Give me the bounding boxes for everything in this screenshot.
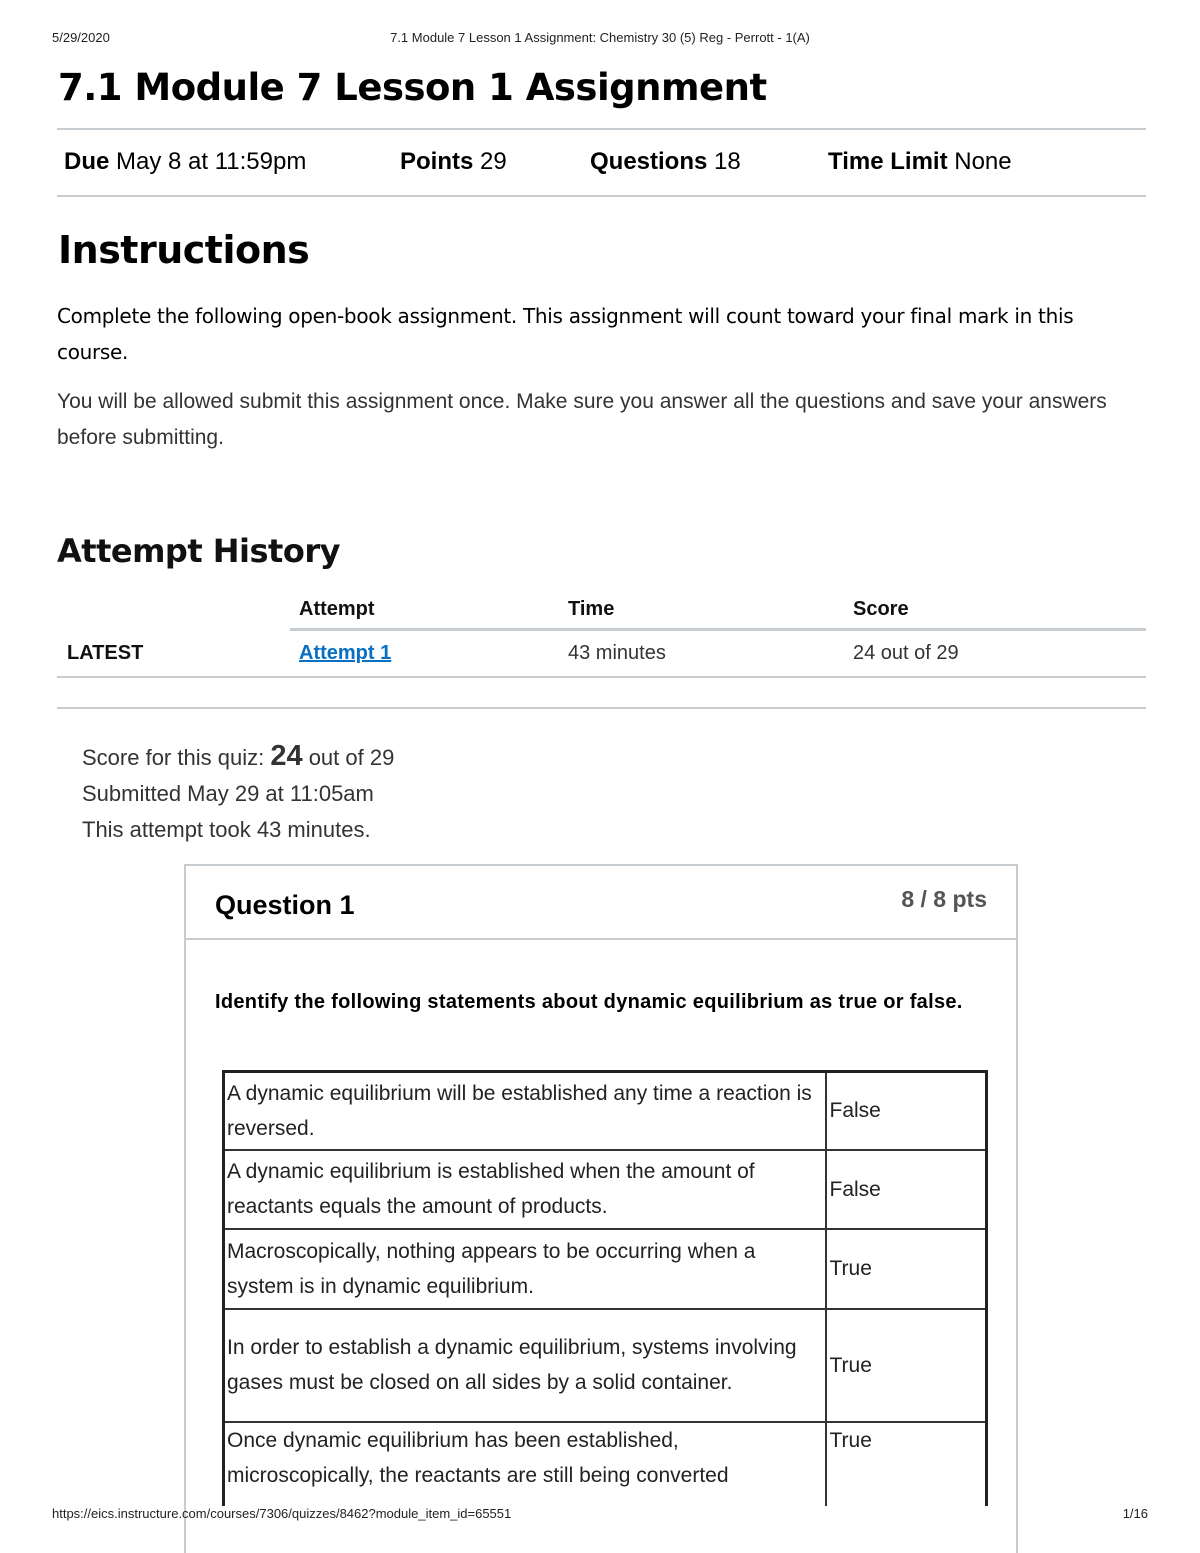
print-date: 5/29/2020 bbox=[52, 30, 110, 45]
question-1-card bbox=[184, 864, 1018, 1553]
statement-cell: Macroscopically, nothing appears to be occurring when a system is in dynamic equilibrium. bbox=[224, 1229, 826, 1309]
score-prefix: Score for this quiz: bbox=[82, 745, 271, 770]
question-points: 8 / 8 pts bbox=[901, 886, 987, 912]
question-title: Question 1 bbox=[215, 890, 355, 920]
questions-label: Questions bbox=[590, 148, 708, 175]
answer-cell: True bbox=[826, 1422, 987, 1506]
question-text: Identify the following statements about dynamic equilibrium as true or false. bbox=[215, 991, 963, 1013]
due-label: Due bbox=[64, 148, 110, 175]
print-title: 7.1 Module 7 Lesson 1 Assignment: Chemistry 30 (5) Reg - Perrott - 1(A) bbox=[390, 30, 810, 45]
due-info bbox=[64, 148, 306, 176]
print-footer bbox=[52, 1506, 1148, 1526]
table-row bbox=[224, 1150, 987, 1229]
points-info bbox=[400, 148, 507, 176]
statement-cell: In order to establish a dynamic equilibrium, systems involving gases must be closed on all sides by a solid container. bbox=[224, 1309, 826, 1422]
table-row bbox=[57, 630, 1146, 678]
questions-value: 18 bbox=[714, 148, 741, 175]
table-row bbox=[224, 1309, 987, 1422]
instructions-paragraph-1: Complete the following open-book assignment. This assignment will count toward your final mark in this course. bbox=[57, 304, 1074, 364]
score-summary bbox=[82, 738, 394, 848]
answer-cell: True bbox=[826, 1309, 987, 1422]
column-header-time: Time bbox=[568, 598, 615, 620]
time-limit-label: Time Limit bbox=[828, 148, 948, 175]
question-header bbox=[186, 866, 1016, 940]
points-label: Points bbox=[400, 148, 474, 175]
page-url: https://eics.instructure.com/courses/7306/quizzes/8462?module_item_id=65551 bbox=[52, 1506, 512, 1521]
attempt-time: 43 minutes bbox=[568, 642, 666, 664]
attempt-history-table bbox=[57, 590, 1146, 678]
true-false-table bbox=[222, 1070, 988, 1506]
quiz-score-line bbox=[82, 738, 394, 776]
statement-cell: A dynamic equilibrium will be established any time a reaction is reversed. bbox=[224, 1072, 826, 1150]
table-row bbox=[224, 1422, 987, 1506]
questions-info bbox=[590, 148, 741, 176]
divider bbox=[57, 195, 1146, 197]
time-limit-info bbox=[828, 148, 1012, 176]
table-header bbox=[57, 590, 1146, 630]
divider bbox=[57, 128, 1146, 130]
column-header-attempt: Attempt bbox=[299, 598, 375, 620]
answer-cell: False bbox=[826, 1150, 987, 1229]
statement-cell: A dynamic equilibrium is established when the amount of reactants equals the amount of products. bbox=[224, 1150, 826, 1229]
score-suffix: out of 29 bbox=[302, 745, 395, 770]
time-limit-value: None bbox=[954, 148, 1012, 175]
score-value: 24 bbox=[270, 740, 303, 772]
instructions-heading: Instructions bbox=[58, 228, 310, 272]
page-number: 1/16 bbox=[1122, 1506, 1148, 1521]
points-value: 29 bbox=[480, 148, 507, 175]
answer-cell: True bbox=[826, 1229, 987, 1309]
submitted-line: Submitted May 29 at 11:05am bbox=[82, 781, 374, 806]
attempt-score: 24 out of 29 bbox=[853, 642, 959, 664]
latest-label: LATEST bbox=[67, 642, 144, 664]
divider bbox=[57, 707, 1146, 709]
duration-line: This attempt took 43 minutes. bbox=[82, 817, 371, 842]
statement-cell: Once dynamic equilibrium has been established, microscopically, the reactants are still being converted bbox=[224, 1422, 826, 1506]
instructions-paragraph-2: You will be allowed submit this assignment once. Make sure you answer all the questions and save your answers before submitting. bbox=[57, 390, 1107, 449]
table-row bbox=[224, 1229, 987, 1309]
answer-cell: False bbox=[826, 1072, 987, 1150]
due-value: May 8 at 11:59pm bbox=[116, 148, 307, 175]
table-bottom-rule bbox=[57, 676, 1146, 678]
attempt-1-link[interactable]: Attempt 1 bbox=[299, 642, 392, 664]
page-title: 7.1 Module 7 Lesson 1 Assignment bbox=[58, 66, 767, 109]
column-header-score: Score bbox=[853, 598, 909, 620]
print-header bbox=[52, 30, 1148, 50]
table-row bbox=[224, 1072, 987, 1150]
attempt-history-heading: Attempt History bbox=[57, 532, 340, 570]
